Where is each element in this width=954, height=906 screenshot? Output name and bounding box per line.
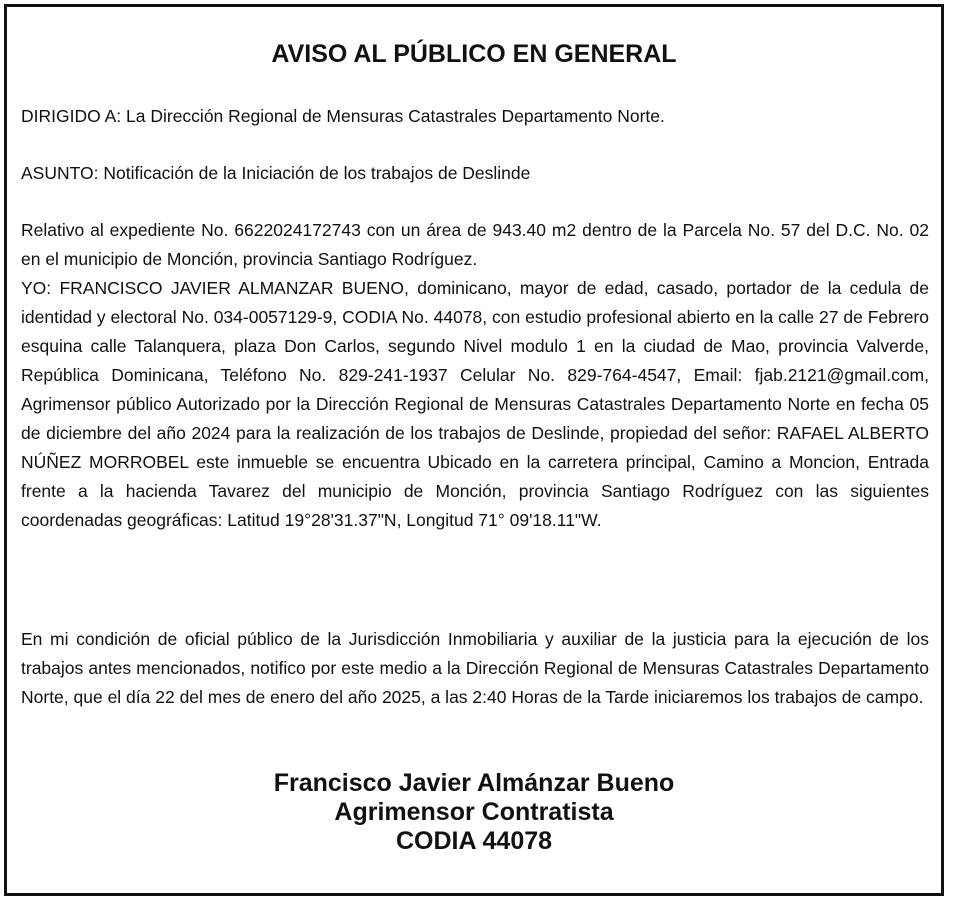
declaration-paragraph: YO: FRANCISCO JAVIER ALMANZAR BUENO, dominicano, mayor de edad, casado, portador de la cedula de identidad y electoral No. 034-0057129-9, CODIA No. 44078, con estudio profesional abierto en la calle 27 de Febrero esquina calle Talanquera, plaza Don Carlos, segundo Nivel modulo 1 en la ciudad de Mao, provincia Valverde, República Dominicana, Teléfono No. 829-241-1937 Celular No. 829-764-4547, Email: fjab.2121@gmail.com, Agrimensor público Autorizado por la Dirección Regional de Mensuras Catastrales Departamento Norte en fecha 05 de diciembre del año 2024 para la realización de los trabajos de Deslinde, propiedad del señor: RAFAEL ALBERTO NÚÑEZ MORROBEL este inmueble se encuentra Ubicado en la carretera principal, Camino a Moncion, Entrada frente a la hacienda Tavarez del municipio de Monción, provincia Santiago Rodríguez con las siguientes coordenadas geográficas: Latitud 19°28'31.37"N, Longitud 71° 09'18.11"W.: [21, 278, 929, 530]
signature-block: [7, 769, 941, 856]
signatory-role: Agrimensor Contratista: [334, 798, 614, 826]
signatory-registration: CODIA 44078: [395, 827, 553, 855]
addressed-to-line: DIRIGIDO A: La Dirección Regional de Mensuras Catastrales Departamento Norte.: [21, 106, 665, 126]
subject-line: ASUNTO: Notificación de la Iniciación de los trabajos de Deslinde: [21, 163, 531, 183]
signatory-name: Francisco Javier Almánzar Bueno: [273, 769, 675, 797]
notification-paragraph: En mi condición de oficial público de la Jurisdicción Inmobiliaria y auxiliar de la justicia para la ejecución de los trabajos antes mencionados, notifico por este medio a la Dirección Regional de Mensuras Catastrales Departamento Norte, que el día 22 del mes de enero del año 2025, a las 2:40 Horas de la Tarde iniciaremos los trabajos de campo.: [21, 629, 929, 707]
reference-paragraph: Relativo al expediente No. 6622024172743 con un área de 943.40 m2 dentro de la Parcela No. 57 del D.C. No. 02 en el municipio de Monción, provincia Santiago Rodríguez.: [21, 220, 929, 269]
notice-title: AVISO AL PÚBLICO EN GENERAL: [271, 40, 677, 68]
public-notice: [4, 4, 944, 896]
